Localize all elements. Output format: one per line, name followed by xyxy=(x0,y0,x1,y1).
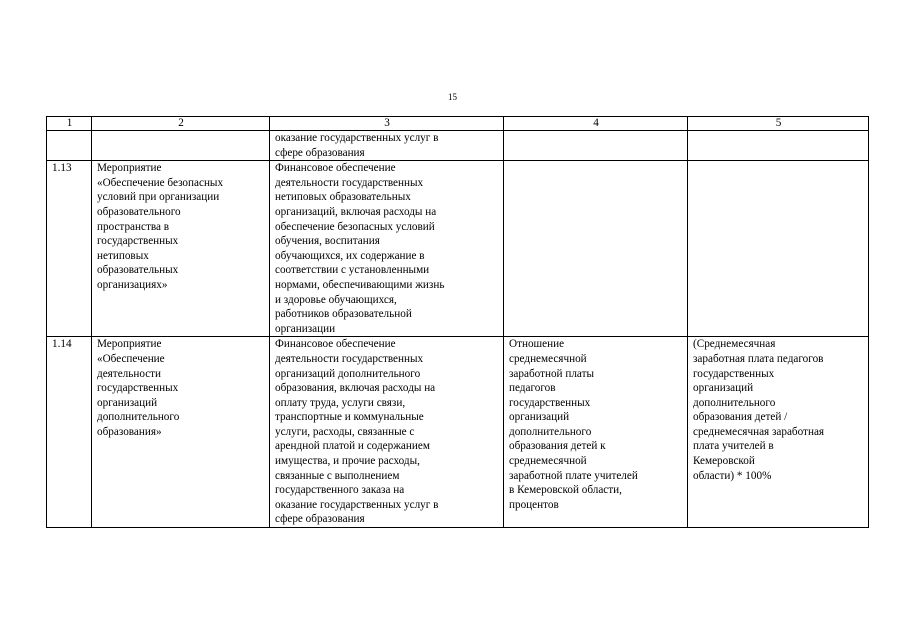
page-number: 15 xyxy=(448,92,457,102)
measure-description: Финансовое обеспечение деятельности государственных нетиповых образовательных организаций, включая расходы на обеспечение безопасных условий обучения, воспитания обучающихся, их содержание в соответствии с установленными нормами, обеспечивающими жизнь и здоровье обучающихся, работников образовательной организации xyxy=(270,161,504,337)
row-number xyxy=(47,131,92,161)
table-row xyxy=(47,131,869,161)
header-row xyxy=(47,117,869,131)
measure-description: оказание государственных услуг в сфере образования xyxy=(270,131,504,161)
measure-name: Мероприятие «Обеспечение деятельности государственных организаций дополнительного образования» xyxy=(92,337,270,528)
table-row xyxy=(47,161,869,337)
formula: (Среднемесячная заработная плата педагогов государственных организаций дополнительного образования детей / среднемесячная заработная плата учителей в Кемеровской области) * 100% xyxy=(688,337,869,528)
formula xyxy=(688,131,869,161)
header-col-5: 5 xyxy=(688,117,869,131)
header-col-4: 4 xyxy=(504,117,688,131)
indicator xyxy=(504,161,688,337)
header-col-2: 2 xyxy=(92,117,270,131)
table-row xyxy=(47,337,869,528)
row-number: 1.13 xyxy=(47,161,92,337)
measure-name xyxy=(92,131,270,161)
formula xyxy=(688,161,869,337)
row-number: 1.14 xyxy=(47,337,92,528)
measure-description: Финансовое обеспечение деятельности государственных организаций дополнительного образования, включая расходы на оплату труда, услуги связи, транспортные и коммунальные услуги, расходы, связанные с арендной платой и содержанием имущества, и прочие расходы, связанные с выполнением государственного заказа на оказание государственных услуг в сфере образования xyxy=(270,337,504,528)
header-col-3: 3 xyxy=(270,117,504,131)
measure-name: Мероприятие «Обеспечение безопасных условий при организации образовательного пространства в государственных нетиповых образовательных организациях» xyxy=(92,161,270,337)
indicator: Отношение среднемесячной заработной платы педагогов государственных организаций дополнительного образования детей к среднемесячной заработной плате учителей в Кемеровской области, процентов xyxy=(504,337,688,528)
header-col-1: 1 xyxy=(47,117,92,131)
indicator xyxy=(504,131,688,161)
measures-table xyxy=(46,116,869,528)
